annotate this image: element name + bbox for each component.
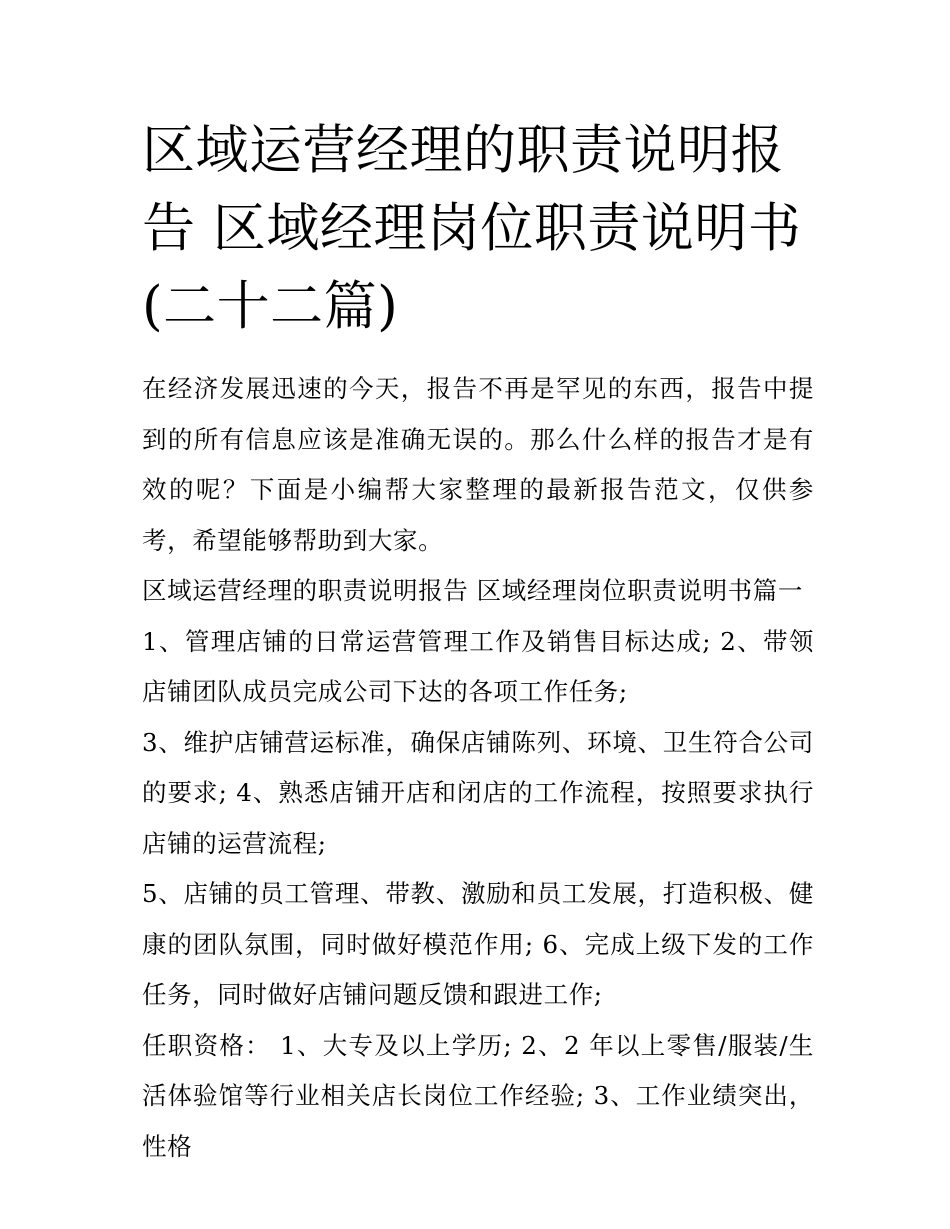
duty-paragraph-1: 1、管理店铺的日常运营管理工作及销售目标达成; 2、带领店铺团队成员完成公司下达的各项工作任务; (142, 626, 814, 706)
section-heading: 区域运营经理的职责说明报告 区域经理岗位职责说明书篇一 (142, 576, 803, 605)
document-title: 区域运营经理的职责说明报告 区域经理岗位职责说明书(二十二篇) (142, 120, 802, 337)
document-content (142, 112, 814, 1172)
qualification-paragraph: 任职资格： 1、大专及以上学历; 2、2 年以上零售/服装/生活体验馆等行业相关店长岗位工作经验; 3、工作业绩突出，性格 (142, 1030, 814, 1161)
intro-paragraph: 在经济发展迅速的今天，报告不再是罕见的东西，报告中提到的所有信息应该是准确无误的。那么什么样的报告才是有效的呢？下面是小编帮大家整理的最新报告范文，仅供参考，希望能够帮助到大家。 (142, 374, 814, 555)
duty-paragraph-2: 3、维护店铺营运标准，确保店铺陈列、环境、卫生符合公司的要求; 4、熟悉店铺开店和闭店的工作流程，按照要求执行店铺的运营流程; (142, 727, 814, 858)
duty-paragraph-3: 5、店铺的员工管理、带教、激励和员工发展，打造积极、健康的团队氛围，同时做好模范作用; 6、完成上级下发的工作任务，同时做好店铺问题反馈和跟进工作; (142, 879, 814, 1009)
